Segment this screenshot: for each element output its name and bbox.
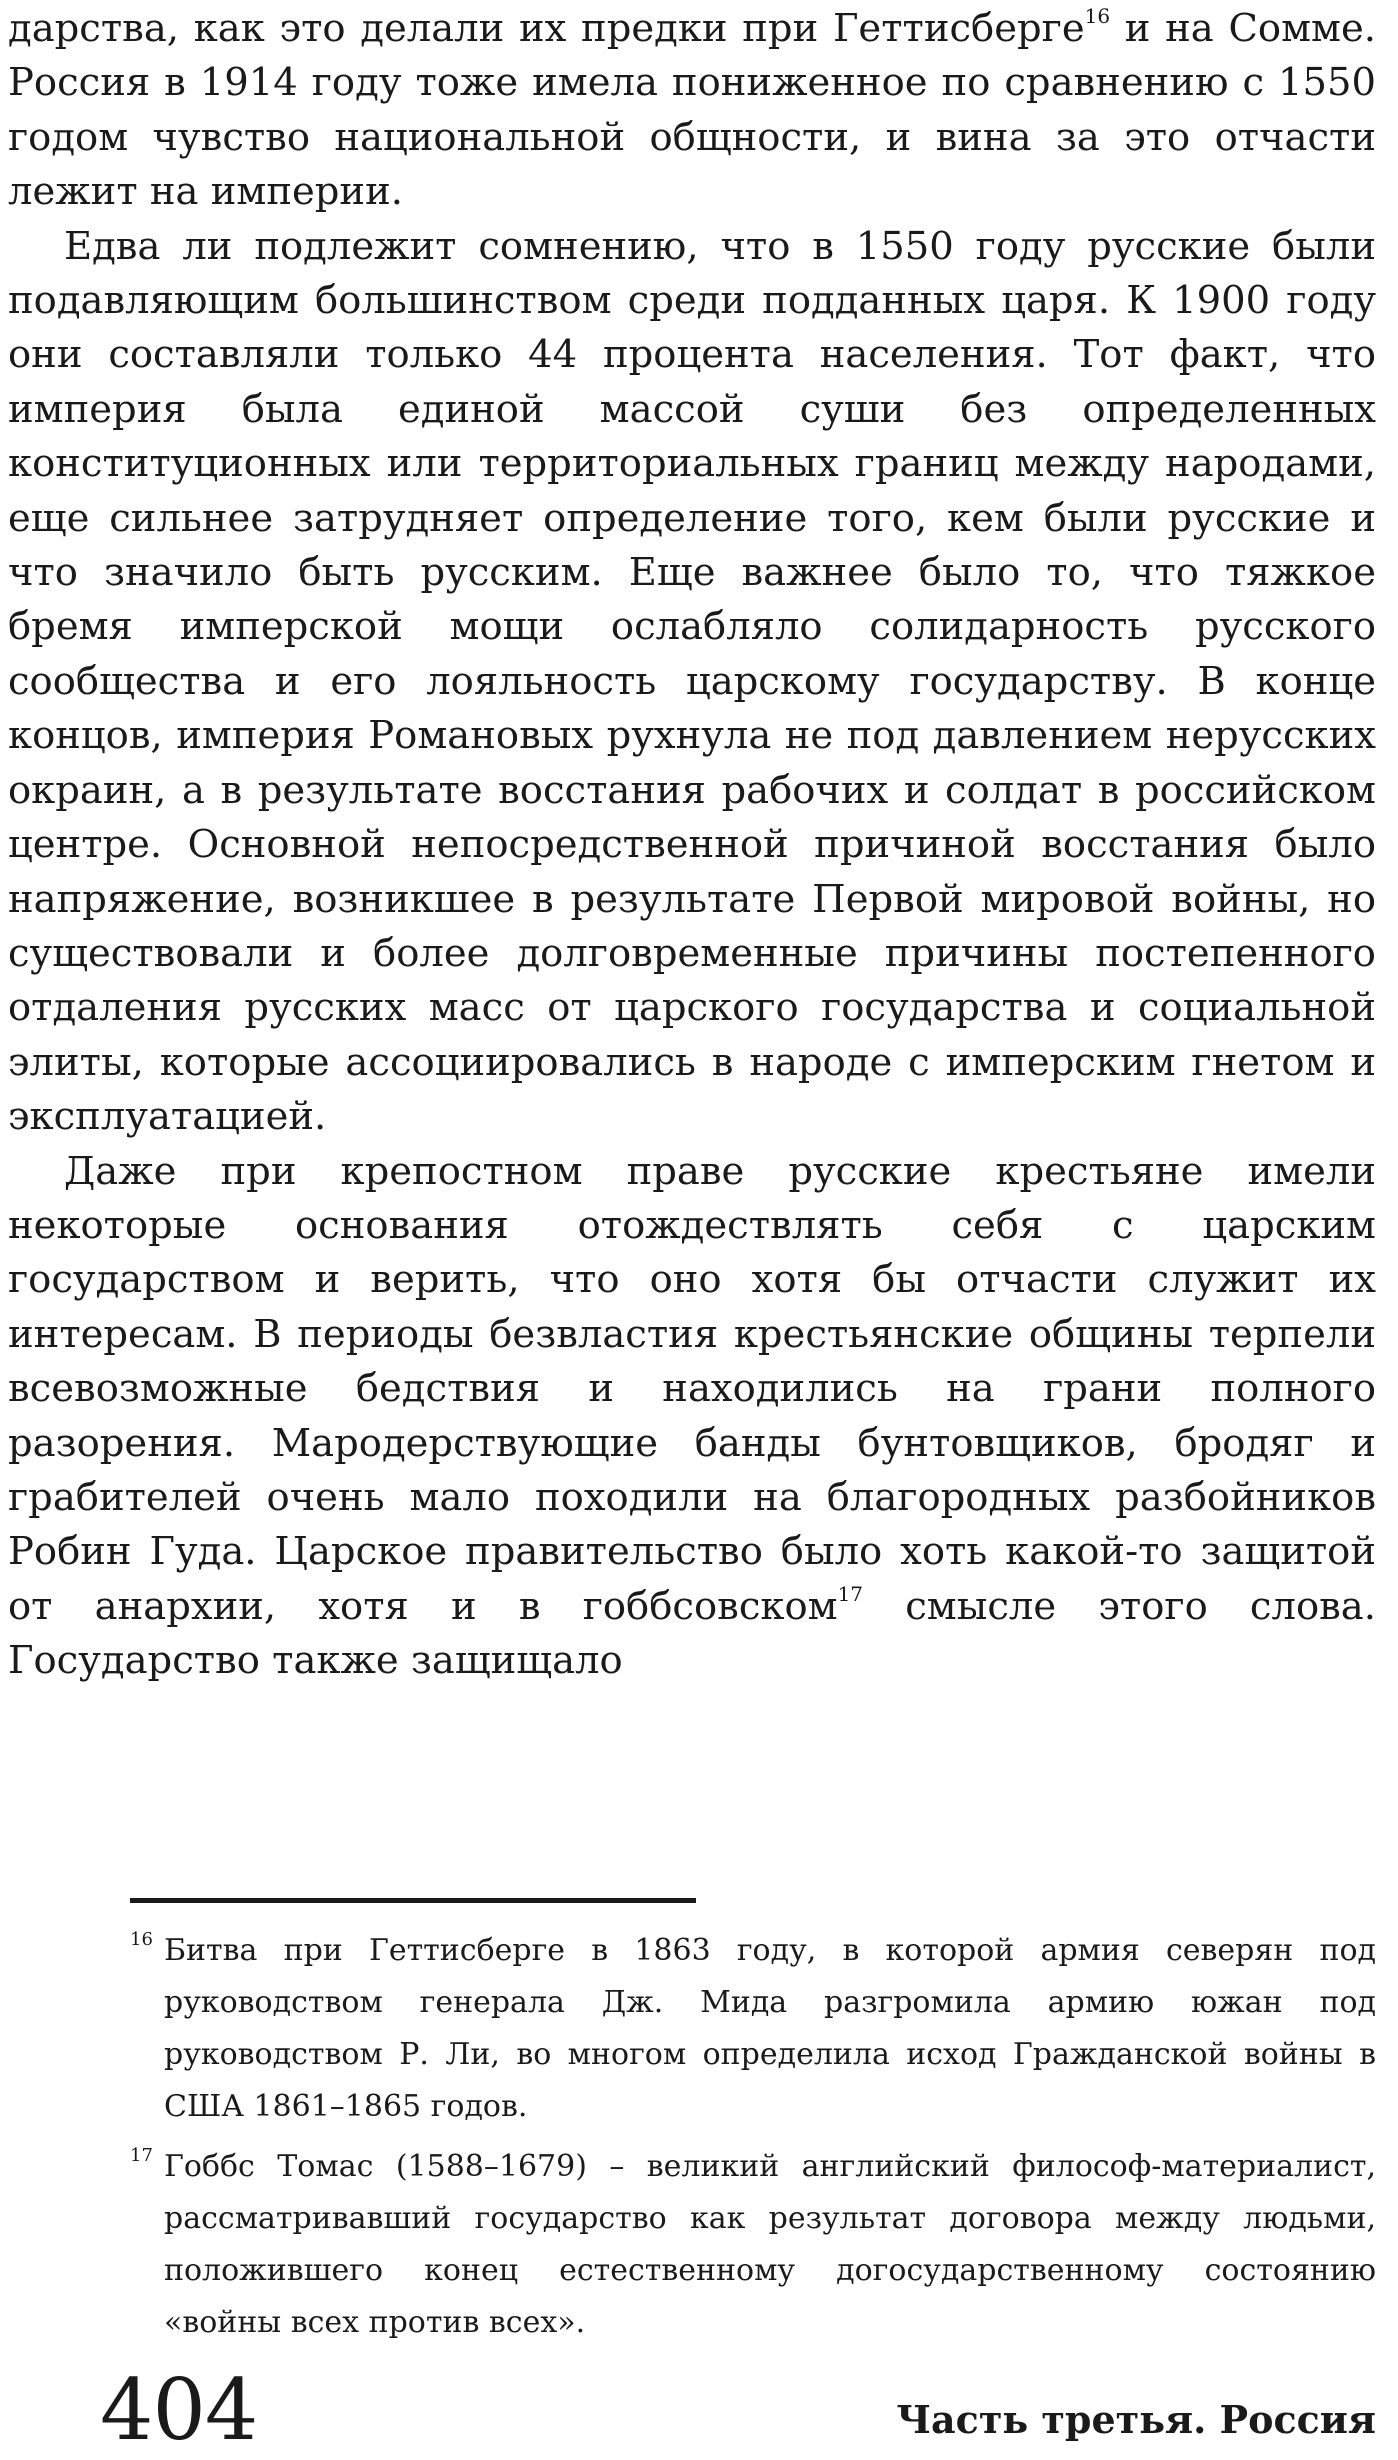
footnotes [130, 1925, 1376, 2357]
paragraph: Едва ли подлежит сомнению, что в 1550 году русские были подавляющим большинством среди подданных царя. К 1900 году они составляли только 44 процента населения. Тот факт, что империя была единой массой суши без определенных конституционных или территориальных границ между народами, еще сильнее затрудняет определение того, кем были русские и что значило быть русским. Еще важнее было то, что тяжкое бремя имперской мощи ослабляло солидарность русского сообщества и его лояльность царскому государству. В конце концов, империя Романовых рухнула не под давлением нерусских окраин, а в результате восстания рабочих и солдат в российском центре. Основной непосредственной причиной восстания было напряжение, возникшее в результате Первой мировой войны, но существовали и более долговременные причины постепенного отдаления русских масс от царского государства и социальной элиты, которые ассоциировались в народе с имперским гнетом и эксплуатацией. [8, 223, 1376, 1140]
paragraph-text: смысле этого слова. Государство также защищало [8, 1583, 1376, 1684]
paragraph [8, 1145, 1376, 1689]
footnote-reference-17[interactable]: 17 [837, 1581, 864, 1606]
main-text [8, 2, 1376, 1689]
footnote-16: 16 Битва при Геттисберге в 1863 году, в которой армия северян под руководством генерала Дж. Мида разгромила армию южан под руководством Р. Ли, во многом определила исход Гражданской войны в США 1861–1865 годов. [130, 1929, 1376, 2124]
footnote-text: Битва при Геттисберге в 1863 году, в которой армия северян под руководством генерала Дж. Мида разгромила армию южан под руководством Р. Ли, во многом определила исход Гражданской войны в США 1861–1865 годов. [164, 1933, 1376, 2124]
footnote-reference-16[interactable]: 16 [1084, 4, 1111, 29]
footnote-text: Гоббс Томас (1588–1679) – великий английский философ-материалист, рассматривавший государство как результат договора между людьми, положившего конец естественному догосударственному состоянию «войны всех против всех». [164, 2149, 1376, 2340]
page-number: 404 [100, 2361, 258, 2459]
running-head: Часть третья. Россия [896, 2397, 1376, 2442]
footnote-17: 17 Гоббс Томас (1588–1679) – великий английский философ-материалист, рассматривавший государство как результат договора между людьми, положившего конец естественному догосударственному состоянию «войны всех против всех». [130, 2145, 1376, 2340]
paragraph-text: и на Сомме. Россия в 1914 году тоже имела пониженное по сравнению с 1550 годом чувство национальной общности, и вина за это отчасти лежит на империи. [8, 6, 1376, 215]
paragraph-text: Даже при крепостном праве русские крестьяне имели некоторые основания отождествлять себя с царским государством и верить, что оно хотя бы отчасти служит их интересам. В периоды безвластия крестьянские общины терпели всевозможные бедствия и находились на грани полного разорения. Мародерствующие банды бунтовщиков, бродяг и грабителей очень мало походили на благородных разбойников Робин Гуда. Царское правительство было хоть какой-то защитой от анархии, хотя и в гоббсовском [8, 1148, 1376, 1629]
book-page [8, 0, 1376, 2460]
paragraph-continuation [8, 2, 1376, 220]
footnote-separator [130, 1898, 696, 1903]
paragraph-text: дарства, как это делали их предки при Геттисберге [8, 6, 1085, 51]
